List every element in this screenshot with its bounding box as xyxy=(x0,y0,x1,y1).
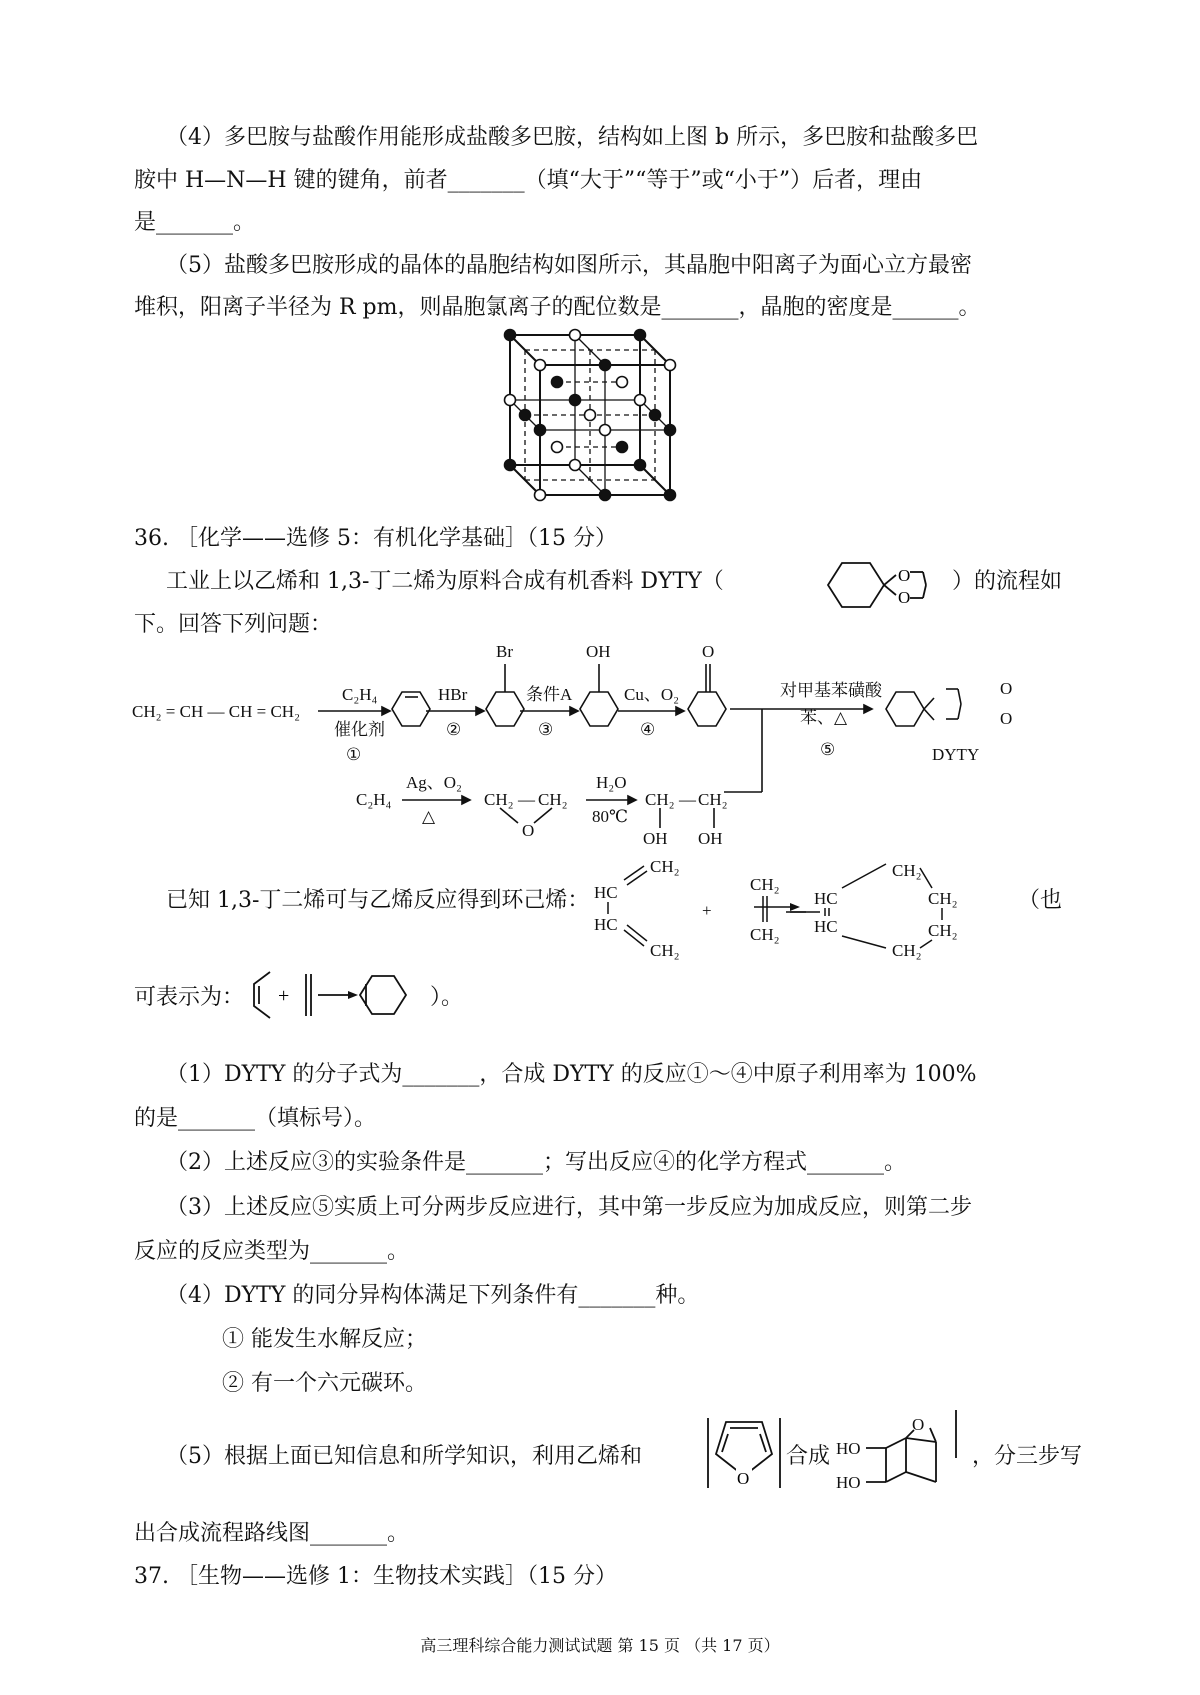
scheme-dyty-o2: O xyxy=(1000,709,1013,728)
scheme-r4-number: ④ xyxy=(640,720,656,739)
alt-plus: + xyxy=(278,985,290,1007)
q36-s3-line2: 反应的反应类型为_______。 xyxy=(134,1239,410,1264)
scheme-bromide-br: Br xyxy=(496,642,513,661)
q36-s4: （4）DYTY 的同分异构体满足下列条件有_______种。 xyxy=(166,1283,700,1308)
scheme-glycol-dash: — xyxy=(679,790,696,809)
da-reaction-arrow xyxy=(752,900,802,914)
dyty-structure-inline xyxy=(818,557,946,613)
q36-alt-prefix: 可表示为： xyxy=(134,985,245,1010)
q36-s4-condition2: ② 有一个六元碳环。 xyxy=(222,1371,427,1396)
da-diene-ch2-bottom: CH₂ xyxy=(650,941,680,960)
scheme-ethylene: C₂H₄ xyxy=(356,790,392,809)
da-ring-ch2-top: CH₂ xyxy=(892,861,922,880)
scheme-alcohol-oh: OH xyxy=(586,642,611,661)
scheme-epoxide-ch2-right: CH₂ xyxy=(538,790,568,809)
scheme-glycol-ch2-left: CH₂ xyxy=(645,790,675,809)
q37-heading: 37. ［生物——选修 1：生物技术实践］（15 分） xyxy=(134,1564,617,1589)
page-footer: 高三理科综合能力测试试题 第 15 页 （共 17 页） xyxy=(420,1636,780,1655)
scheme-r1-reagent: C₂H₄ xyxy=(342,685,378,704)
q36-s1-line1: （1）DYTY 的分子式为_______，合成 DYTY 的反应①～④中原子利用率为 100% xyxy=(166,1062,977,1087)
q35-part4-line3: 是_______。 xyxy=(134,210,256,235)
q35-part5-line2: 堆积，阳离子半径为 R pm，则晶胞氯离子的配位数是_______，晶胞的密度是______。 xyxy=(134,295,981,320)
q35-part5-line1: （5）盐酸多巴胺形成的晶体的晶胞结构如图所示，其晶胞中阳离子为面心立方最密 xyxy=(166,253,972,278)
q36-s5-line2: 出合成流程路线图_______。 xyxy=(134,1521,410,1546)
da-ring-ch2-right-bottom: CH₂ xyxy=(928,921,958,940)
scheme-temperature: 80℃ xyxy=(592,807,629,826)
scheme-epoxide-dash: — xyxy=(518,790,535,809)
furan-o: O xyxy=(737,1469,750,1488)
da-ring-ch2-bottom: CH₂ xyxy=(892,941,922,960)
unit-cell-figure xyxy=(500,325,710,520)
furan-structure xyxy=(706,1410,782,1492)
target-bridge-o: O xyxy=(912,1415,925,1434)
da-diene-ch2-top: CH₂ xyxy=(650,857,680,876)
scheme-ag-o2: Ag、O₂ xyxy=(406,773,462,792)
q36-s5-part-c: ，分三步写 xyxy=(972,1444,1083,1469)
da-ring-hc-top: HC xyxy=(814,889,838,908)
scheme-ketone-o: O xyxy=(702,642,715,661)
scheme-epoxide-o: O xyxy=(522,821,535,840)
scheme-r2-reagent: HBr xyxy=(438,685,468,704)
scheme-r3-number: ③ xyxy=(538,720,554,739)
scheme-glycol-oh-right: OH xyxy=(698,829,723,848)
da-ethylene-ch2-top: CH₂ xyxy=(750,875,780,894)
scheme-glycol-ch2-right: CH₂ xyxy=(698,790,728,809)
da-ethylene-ch2-bottom: CH₂ xyxy=(750,925,780,944)
scheme-r1-condition: 催化剂 xyxy=(334,720,385,739)
scheme-butadiene: CH₂ = CH — CH = CH₂ xyxy=(132,702,300,721)
da-diene-hc-bottom: HC xyxy=(594,915,618,934)
q36-known-tail: （也 xyxy=(1018,888,1063,913)
alt-representation-scheme xyxy=(248,968,438,1022)
q35-part4-line2: 胺中 H—N—H 键的键角，前者_______（填“大于”“等于”或“小于”）后者，理由 xyxy=(134,168,923,193)
da-ring-hc-bottom: HC xyxy=(814,917,838,936)
q36-s1-line2: 的是_______（填标号）。 xyxy=(134,1106,377,1131)
target-ho-top: HO xyxy=(836,1439,861,1458)
target-ho-bottom: HO xyxy=(836,1473,861,1492)
dyty-inline-o2: O xyxy=(898,588,911,607)
scheme-water: H₂O xyxy=(596,773,627,792)
scheme-product-label: DYTY xyxy=(932,745,980,764)
scheme-glycol-oh-left: OH xyxy=(643,829,668,848)
q36-intro-part2: ）的流程如 xyxy=(952,569,1063,594)
q35-part4-line1: （4）多巴胺与盐酸作用能形成盐酸多巴胺，结构如上图 b 所示，多巴胺和盐酸多巴 xyxy=(166,125,979,150)
scheme-r5-reagent: 对甲基苯磺酸 xyxy=(780,681,882,700)
scheme-r5-condition: 苯、△ xyxy=(800,708,848,727)
q36-s2: （2）上述反应③的实验条件是_______；写出反应④的化学方程式_______。 xyxy=(166,1150,906,1175)
q36-s5-part-a: （5）根据上面已知信息和所学知识，利用乙烯和 xyxy=(166,1444,642,1469)
q36-heading: 36. ［化学——选修 5：有机化学基础］（15 分） xyxy=(134,526,617,551)
q36-known-text: 已知 1,3-丁二烯可与乙烯反应得到环己烯： xyxy=(166,888,590,913)
scheme-dyty-o1: O xyxy=(1000,679,1013,698)
diels-alder-scheme xyxy=(580,850,1063,960)
scheme-r3-reagent: 条件A xyxy=(526,685,573,704)
target-bicyclic-structure xyxy=(834,1408,964,1498)
q36-intro-line2: 下。回答下列问题： xyxy=(134,612,333,637)
dyty-inline-o1: O xyxy=(898,566,911,585)
q36-alt-suffix: ）。 xyxy=(430,985,464,1010)
q36-s3-line1: （3）上述反应⑤实质上可分两步反应进行，其中第一步反应为加成反应，则第二步 xyxy=(166,1195,972,1220)
scheme-r1-number: ① xyxy=(346,745,362,764)
scheme-r2-number: ② xyxy=(446,720,462,739)
q36-intro-part1: 工业上以乙烯和 1,3-丁二烯为原料合成有机香料 DYTY（ xyxy=(166,569,724,594)
da-ring-ch2-right-top: CH₂ xyxy=(928,889,958,908)
scheme-r4-reagent: Cu、O₂ xyxy=(624,685,680,704)
da-plus: + xyxy=(702,901,712,920)
scheme-epoxide-ch2-left: CH₂ xyxy=(484,790,514,809)
da-diene-hc-top: HC xyxy=(594,883,618,902)
q36-s4-condition1: ① 能发生水解反应； xyxy=(222,1327,427,1352)
scheme-r5-number: ⑤ xyxy=(820,740,836,759)
scheme-delta: △ xyxy=(422,807,436,826)
q36-s5-part-b: 合成 xyxy=(786,1444,831,1469)
synthesis-scheme xyxy=(120,640,1070,855)
